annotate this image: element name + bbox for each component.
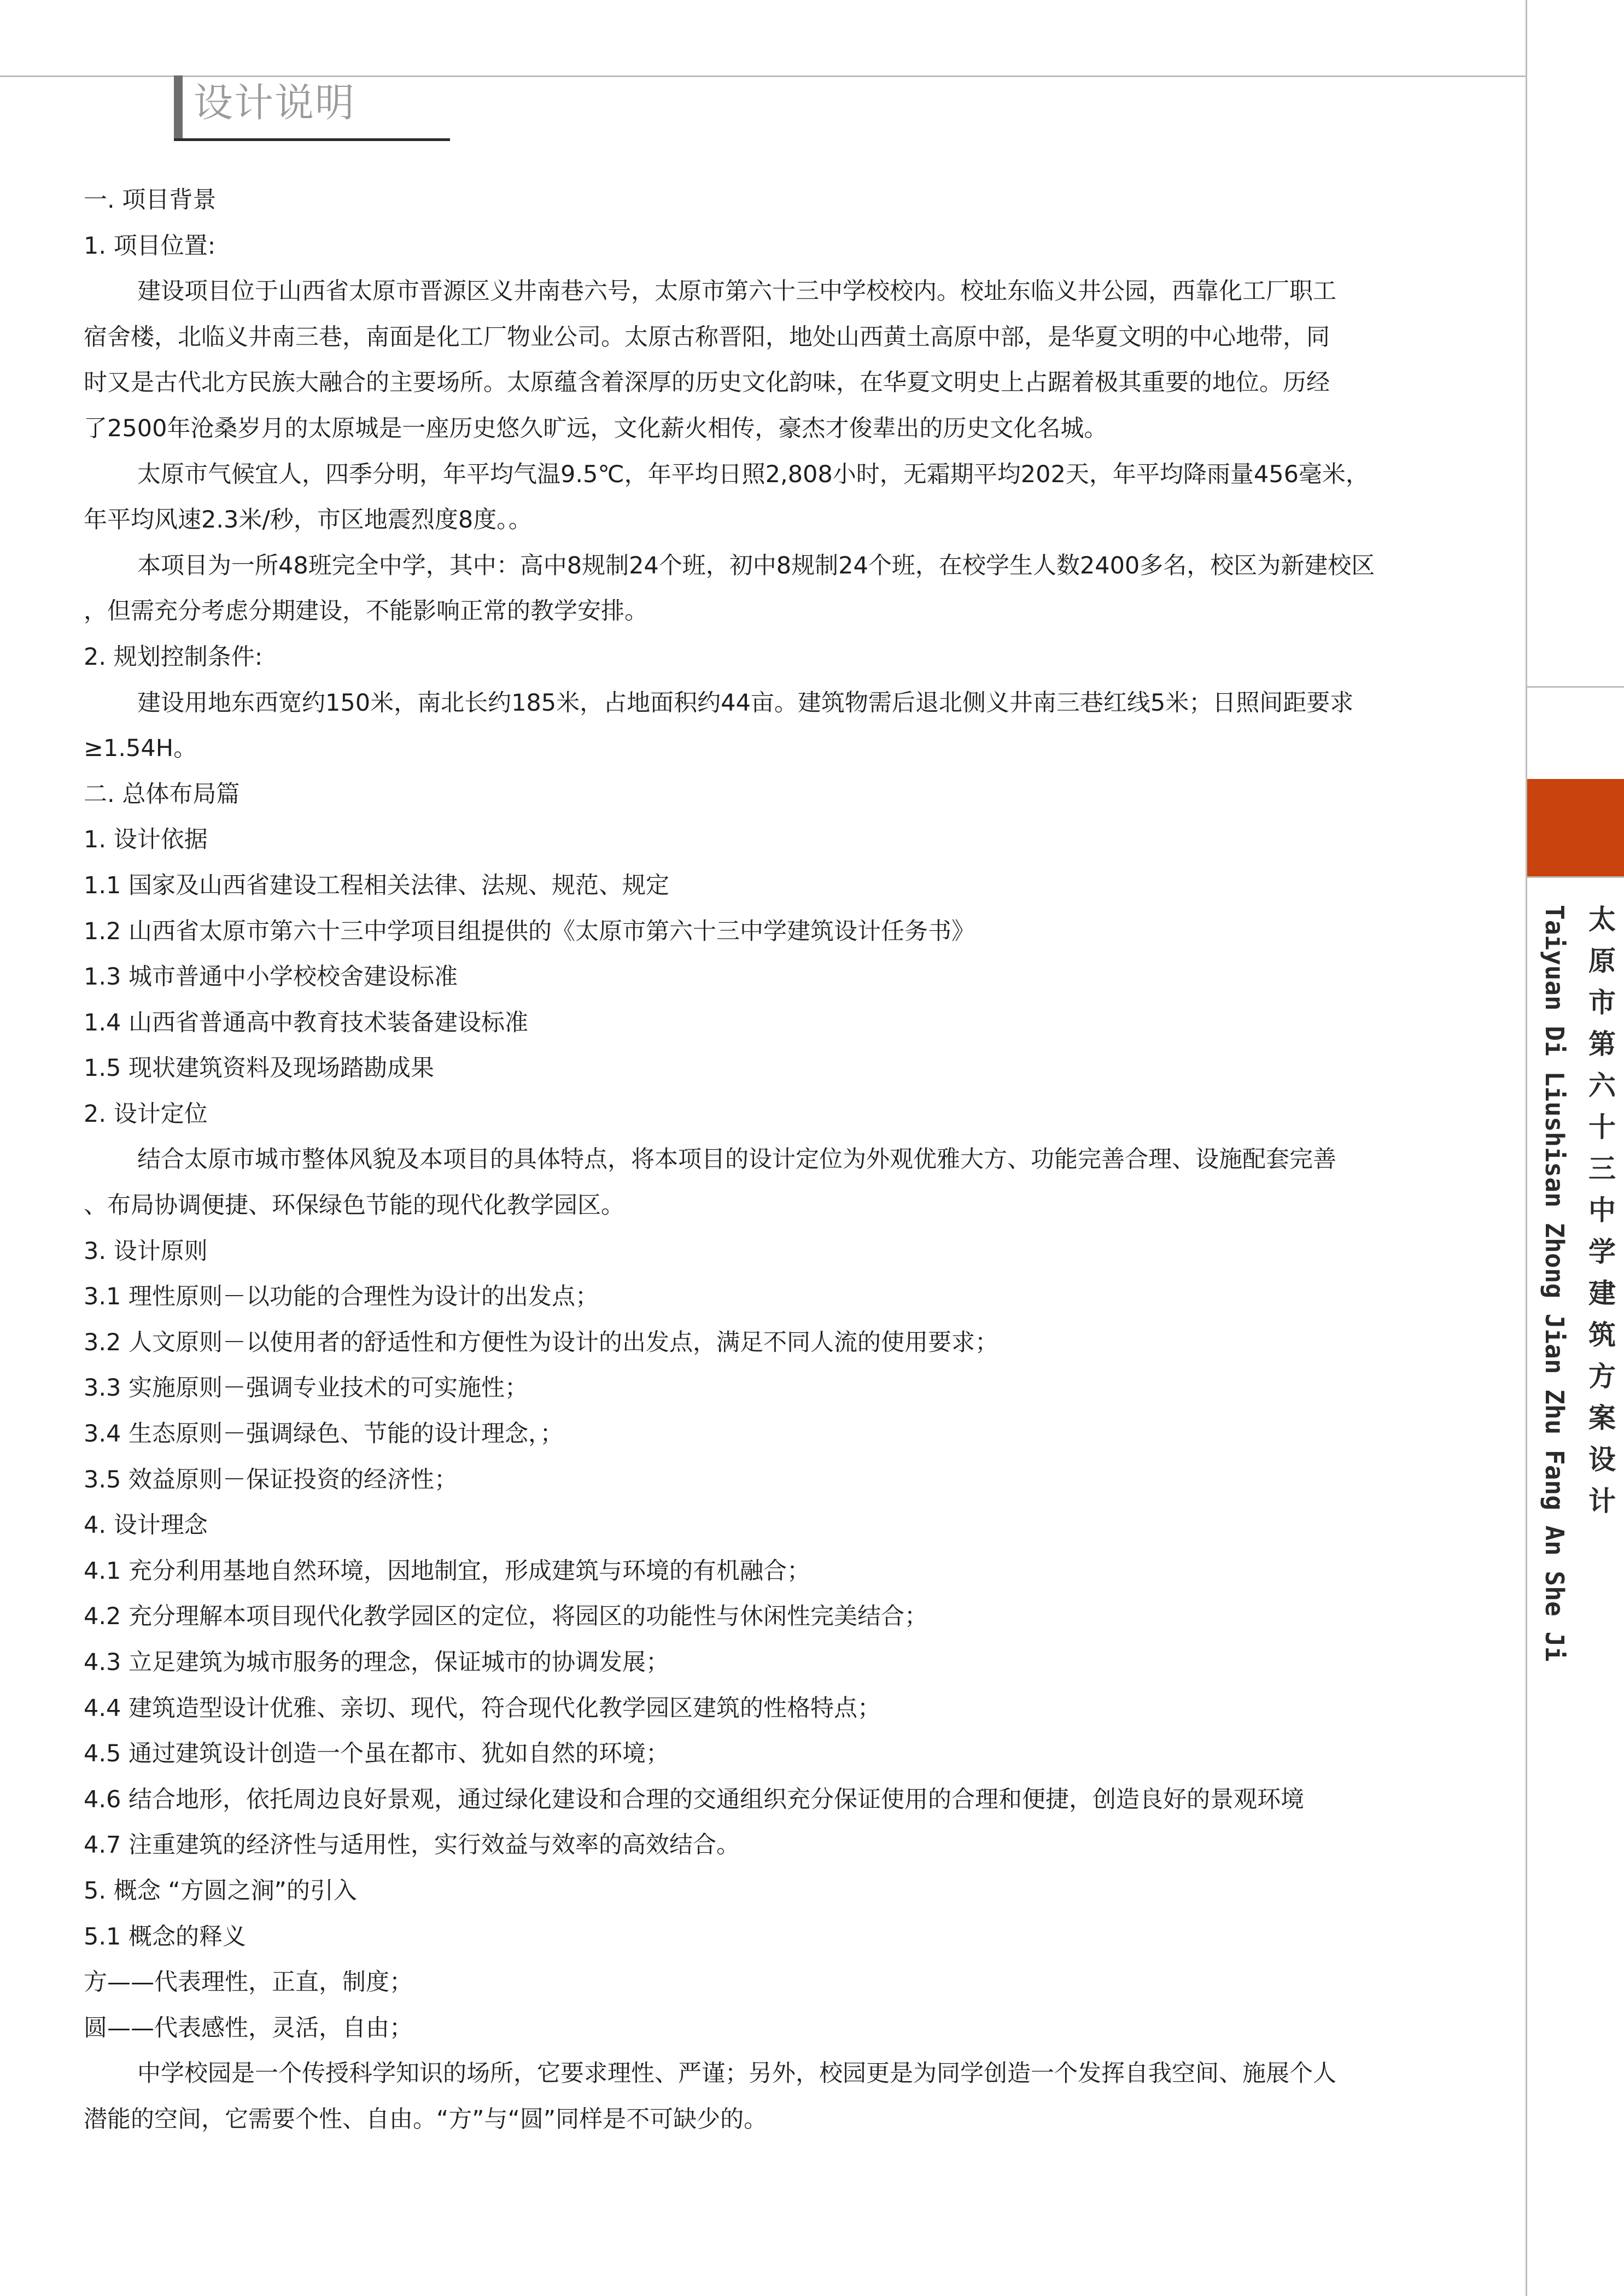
right-rule <box>1526 0 1527 2296</box>
paragraph-line: 时又是古代北方民族大融合的主要场所。太原蕴含着深厚的历史文化韵味，在华夏文明史上占踞着极其重要的地位。历经 <box>84 369 1330 397</box>
side-rule-lower <box>1527 876 1624 878</box>
paragraph-line: 宿舍楼，北临义井南三巷，南面是化工厂物业公司。太原古称晋阳，地处山西黄土高原中部，是华夏文明的中心地带，同 <box>84 323 1330 351</box>
list-item: 5.1 概念的释义 <box>84 1923 247 1951</box>
paragraph-line: ，但需充分考虑分期建设，不能影响正常的教学安排。 <box>84 598 648 625</box>
list-item: 1.5 现状建筑资料及现场踏勘成果 <box>84 1055 435 1082</box>
paragraph-line: 建设用地东西宽约150米，南北长约185米，占地面积约44亩。建筑物需后退北侧义井南三巷红线5米；日照间距要求 <box>137 689 1354 717</box>
list-item: 4.2 充分理解本项目现代化教学园区的定位，将园区的功能性与休闲性完美结合； <box>84 1603 928 1631</box>
heading-overall-layout: 二. 总体布局篇 <box>84 780 240 808</box>
paragraph-line: ≥1.54H。 <box>84 735 197 763</box>
paragraph-line: 中学校园是一个传授科学知识的场所，它要求理性、严谨；另外，校园更是为同学创造一个发挥自我空间、施展个人 <box>137 2060 1336 2088</box>
paragraph-line: 年平均风速2.3米/秒，市区地震烈度8度。。 <box>84 506 532 534</box>
paragraph-line: 本项目为一所48班完全中学，其中：高中8规制24个班，初中8规制24个班，在校学生人数2400多名，校区为新建校区 <box>137 552 1375 579</box>
subheading-design-basis: 1. 设计依据 <box>84 826 208 854</box>
paragraph-line: 、布局协调便捷、环保绿色节能的现代化教学园区。 <box>84 1192 624 1220</box>
paragraph-line: 潜能的空间，它需要个性、自由。“方”与“圆”同样是不可缺少的。 <box>84 2105 768 2133</box>
subheading-design-positioning: 2. 设计定位 <box>84 1100 208 1128</box>
list-item: 1.4 山西省普通高中教育技术装备建设标准 <box>84 1009 529 1036</box>
list-item: 4.3 立足建筑为城市服务的理念，保证城市的协调发展； <box>84 1649 670 1676</box>
subheading-design-principles: 3. 设计原则 <box>84 1237 208 1265</box>
definition-line: 圆——代表感性，灵活，自由； <box>84 2014 413 2042</box>
side-accent-block <box>1527 779 1624 876</box>
list-item: 4.1 充分利用基地自然环境，因地制宜，形成建筑与环境的有机融合； <box>84 1557 811 1585</box>
side-rule-upper <box>1527 686 1624 688</box>
list-item: 4.7 注重建筑的经济性与适用性，实行效益与效率的高效结合。 <box>84 1831 740 1859</box>
list-item: 4.4 建筑造型设计优雅、亲切、现代，符合现代化教学园区建筑的性格特点； <box>84 1694 881 1722</box>
list-item: 3.4 生态原则－强调绿色、节能的设计理念，； <box>84 1420 564 1448</box>
paragraph-line: 太原市气候宜人，四季分明，年平均气温9.5℃，年平均日照2,808小时，无霜期平均202天，年平均降雨量456毫米， <box>137 460 1369 488</box>
list-item: 3.3 实施原则－强调专业技术的可实施性； <box>84 1374 529 1402</box>
section-title <box>174 75 450 141</box>
subheading-planning-conditions: 2. 规划控制条件: <box>84 643 263 671</box>
paragraph-line: 了2500年沧桑岁月的太原城是一座历史悠久旷远，文化薪火相传，豪杰才俊辈出的历史文化名城。 <box>84 414 1108 442</box>
list-item: 3.5 效益原则－保证投资的经济性； <box>84 1466 458 1493</box>
page-title: 设计说明 <box>194 80 356 126</box>
list-item: 1.1 国家及山西省建设工程相关法律、法规、规范、规定 <box>84 871 670 899</box>
list-item: 3.2 人文原则－以使用者的舒适性和方便性为设计的出发点，满足不同人流的使用要求； <box>84 1328 999 1356</box>
paragraph-line: 结合太原市城市整体风貌及本项目的具体特点，将本项目的设计定位为外观优雅大方、功能完善合理、设施配套完善 <box>137 1146 1336 1174</box>
list-item: 1.2 山西省太原市第六十三中学项目组提供的《太原市第六十三中学建筑设计任务书》 <box>84 917 975 945</box>
side-title-chinese: 太原市第六十三中学建筑方案设计 <box>1584 905 1616 1528</box>
definition-line: 方——代表理性，正直，制度； <box>84 1969 413 1996</box>
list-item: 1.3 城市普通中小学校校舍建设标准 <box>84 963 458 991</box>
title-accent-bar <box>174 75 183 139</box>
heading-project-background: 一. 项目背景 <box>84 186 217 214</box>
list-item: 4.5 通过建筑设计创造一个虽在都市、犹如自然的环境； <box>84 1740 670 1768</box>
paragraph-line: 建设项目位于山西省太原市晋源区义井南巷六号，太原市第六十三中学校校内。校址东临义井公园，西靠化工厂职工 <box>137 278 1336 306</box>
title-underline <box>174 138 450 141</box>
list-item: 4.6 结合地形，依托周边良好景观，通过绿化建设和合理的交通组织充分保证使用的合理和便捷，创造良好的景观环境 <box>84 1785 1305 1813</box>
list-item: 3.1 理性原则－以功能的合理性为设计的出发点； <box>84 1283 599 1311</box>
side-title-pinyin: Taiyuan Di Liushisan Zhong Jian Zhu Fang An She Ji <box>1540 905 1569 1662</box>
body-text <box>84 178 1483 2143</box>
subheading-project-location: 1. 项目位置: <box>84 232 216 260</box>
subheading-design-concept: 4. 设计理念 <box>84 1512 208 1539</box>
subheading-concept-intro: 5. 概念 “方圆之涧”的引入 <box>84 1877 357 1905</box>
